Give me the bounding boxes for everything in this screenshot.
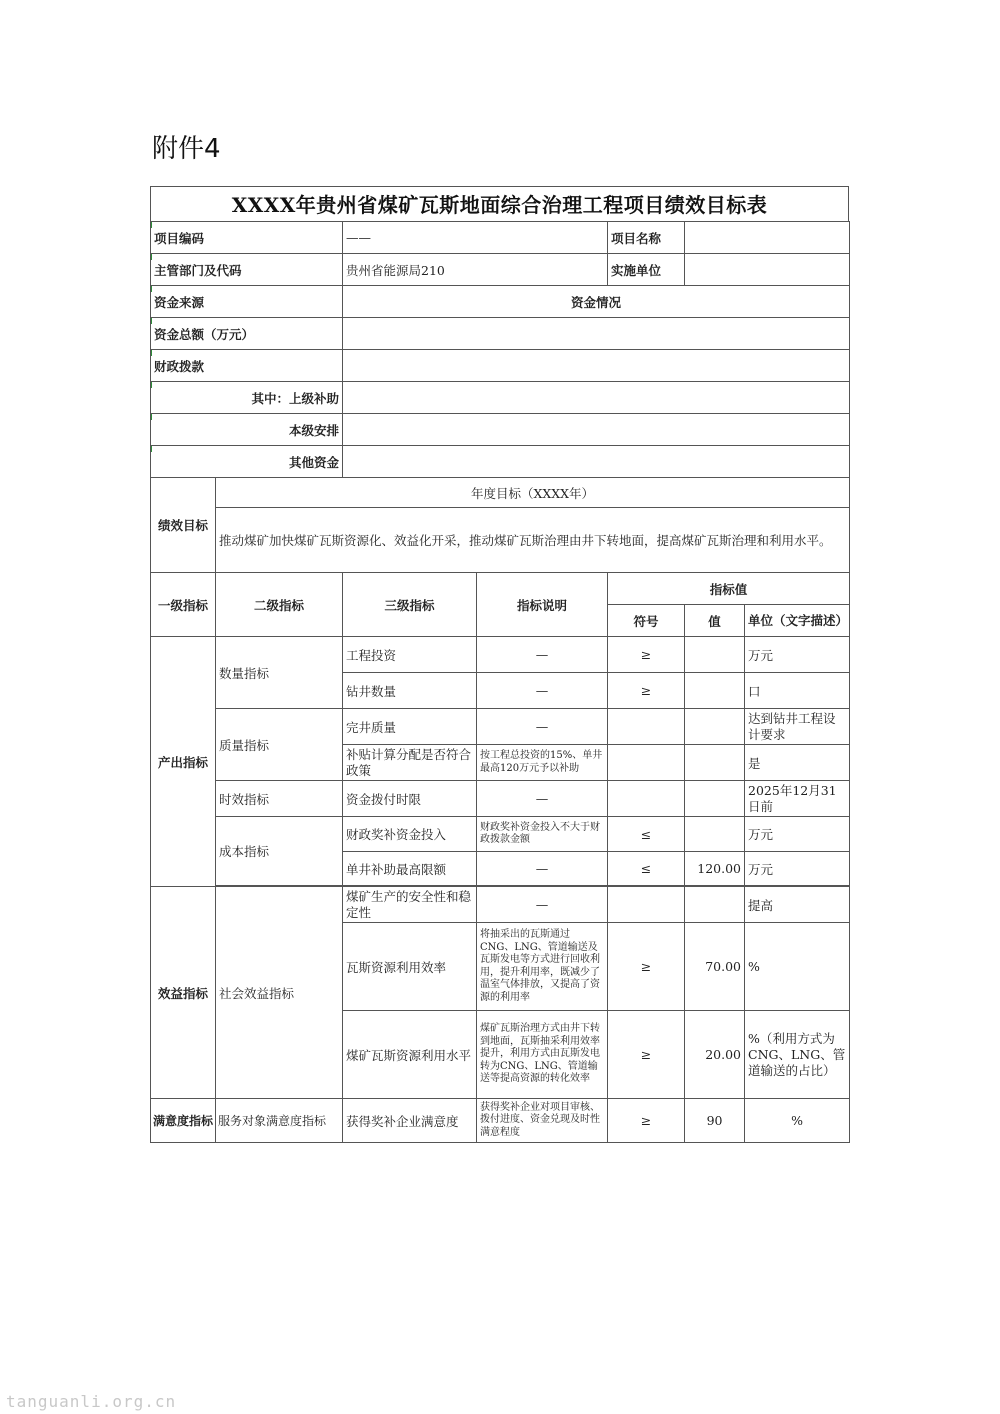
quantity-indicator-label: 数量指标 [216, 637, 343, 709]
row-symbol: ≤ [608, 817, 685, 852]
row-symbol: ≥ [608, 923, 685, 1011]
row-value: 20.00 [685, 1011, 745, 1099]
header-symbol: 符号 [608, 605, 685, 637]
header-value-group: 指标值 [608, 573, 850, 605]
row-desc: 煤矿瓦斯治理方式由井下转到地面，瓦斯抽采利用效率提升，利用方式由瓦斯发电转为CNG、LNG、管道输送等提高资源的转化效率 [477, 1011, 608, 1099]
row-name: 财政奖补资金投入 [343, 817, 477, 852]
row-unit: %（利用方式为CNG、LNG、管道输送的占比） [745, 1011, 850, 1099]
row-symbol: ≥ [608, 1099, 685, 1143]
output-indicator-label: 产出指标 [151, 637, 216, 887]
row-symbol [608, 781, 685, 817]
row-symbol [608, 709, 685, 745]
row-name: 完井质量 [343, 709, 477, 745]
row-desc: — [477, 637, 608, 673]
row-value: 90 [685, 1099, 745, 1143]
performance-table [150, 221, 850, 1143]
impl-unit-value [685, 254, 850, 286]
row-desc: 按工程总投资的15%、单井最高120万元予以补助 [477, 745, 608, 781]
row-symbol: ≥ [608, 673, 685, 709]
table-row [151, 817, 850, 852]
fund-source-label: 资金来源 [151, 286, 343, 318]
table-row [151, 709, 850, 745]
row-desc: 获得奖补企业对项目审核、拨付进度、资金兑现及时性满意程度 [477, 1099, 608, 1143]
performance-target-sheet [150, 186, 849, 1143]
project-code-label: 项目编码 [151, 222, 343, 254]
dept-label: 主管部门及代码 [151, 254, 343, 286]
row-value: 120.00 [685, 852, 745, 886]
local-arrangement-label: 本级安排 [151, 414, 343, 446]
row-name: 补贴计算分配是否符合政策 [343, 745, 477, 781]
service-satisfaction-label: 服务对象满意度指标 [216, 1099, 343, 1143]
row-value [685, 781, 745, 817]
header-desc: 指标说明 [477, 573, 608, 637]
watermark: tanguanli.org.cn [6, 1392, 177, 1411]
attachment-label: 附件4 [152, 134, 221, 164]
row-unit: % [745, 1099, 850, 1143]
table-row [151, 887, 850, 923]
row-name: 单井补助最高限额 [343, 852, 477, 886]
header-level3: 三级指标 [343, 573, 477, 637]
row-desc: — [477, 887, 608, 923]
row-name: 瓦斯资源利用效率 [343, 923, 477, 1011]
row-symbol: ≥ [608, 1011, 685, 1099]
goal-text: 推动煤矿加快煤矿瓦斯资源化、效益化开采，推动煤矿瓦斯治理由井下转地面，提高煤矿瓦斯治理和利用水平。 [216, 508, 850, 573]
row-unit: 提高 [745, 887, 850, 923]
row-name: 资金拨付时限 [343, 781, 477, 817]
upper-subsidy-label: 其中：上级补助 [151, 382, 343, 414]
row-unit: 2025年12月31日前 [745, 781, 850, 817]
row-unit: 万元 [745, 852, 850, 886]
goal-label: 绩效目标 [151, 478, 216, 573]
row-value [685, 817, 745, 852]
row-unit: 口 [745, 673, 850, 709]
quality-indicator-label: 质量指标 [216, 709, 343, 781]
social-benefit-label: 社会效益指标 [216, 887, 343, 1099]
fiscal-value [343, 350, 850, 382]
fund-total-label: 资金总额（万元） [151, 318, 343, 350]
project-name-value [685, 222, 850, 254]
fund-total-value [343, 318, 850, 350]
row-name: 工程投资 [343, 637, 477, 673]
row-unit: 万元 [745, 817, 850, 852]
benefit-indicator-label: 效益指标 [151, 887, 216, 1099]
row-value [685, 745, 745, 781]
cost-indicator-label: 成本指标 [216, 817, 343, 886]
table-row [151, 1099, 850, 1143]
row-desc: — [477, 781, 608, 817]
row-symbol [608, 745, 685, 781]
local-arrangement-value [343, 414, 850, 446]
row-desc: — [477, 673, 608, 709]
row-value: 70.00 [685, 923, 745, 1011]
header-unit: 单位（文字描述） [745, 605, 850, 637]
row-unit: 万元 [745, 637, 850, 673]
project-name-label: 项目名称 [608, 222, 685, 254]
row-unit: 是 [745, 745, 850, 781]
row-desc: 财政奖补资金投入不大于财政拨款金额 [477, 817, 608, 852]
row-desc: — [477, 852, 608, 886]
row-desc: — [477, 709, 608, 745]
row-value [685, 637, 745, 673]
header-level2: 二级指标 [216, 573, 343, 637]
fund-status-label: 资金情况 [343, 286, 850, 318]
dept-value: 贵州省能源局210 [343, 254, 608, 286]
row-symbol [608, 887, 685, 923]
table-row [151, 637, 850, 673]
timeliness-indicator-label: 时效指标 [216, 781, 343, 817]
project-code-value: —— [343, 222, 608, 254]
row-symbol: ≥ [608, 637, 685, 673]
fiscal-label: 财政拨款 [151, 350, 343, 382]
row-symbol: ≤ [608, 852, 685, 886]
row-unit: 达到钻井工程设计要求 [745, 709, 850, 745]
row-unit: % [745, 923, 850, 1011]
row-name: 钻井数量 [343, 673, 477, 709]
year-goal-header: 年度目标（XXXX年） [216, 478, 850, 508]
row-value [685, 887, 745, 923]
satisfaction-indicator-label: 满意度指标 [151, 1099, 216, 1143]
row-value [685, 709, 745, 745]
row-desc: 将抽采出的瓦斯通过CNG、LNG、管道输送及瓦斯发电等方式进行回收利用，提升利用率，既减少了温室气体排放，又提高了资源的利用率 [477, 923, 608, 1011]
sheet-title: XXXX年贵州省煤矿瓦斯地面综合治理工程项目绩效目标表 [150, 186, 849, 221]
other-funds-label: 其他资金 [151, 446, 343, 478]
row-name: 获得奖补企业满意度 [343, 1099, 477, 1143]
impl-unit-label: 实施单位 [608, 254, 685, 286]
upper-subsidy-value [343, 382, 850, 414]
table-row [151, 781, 850, 817]
other-funds-value [343, 446, 850, 478]
row-name: 煤矿瓦斯资源利用水平 [343, 1011, 477, 1099]
header-level1: 一级指标 [151, 573, 216, 637]
row-value [685, 673, 745, 709]
header-value: 值 [685, 605, 745, 637]
row-name: 煤矿生产的安全性和稳定性 [343, 887, 477, 923]
